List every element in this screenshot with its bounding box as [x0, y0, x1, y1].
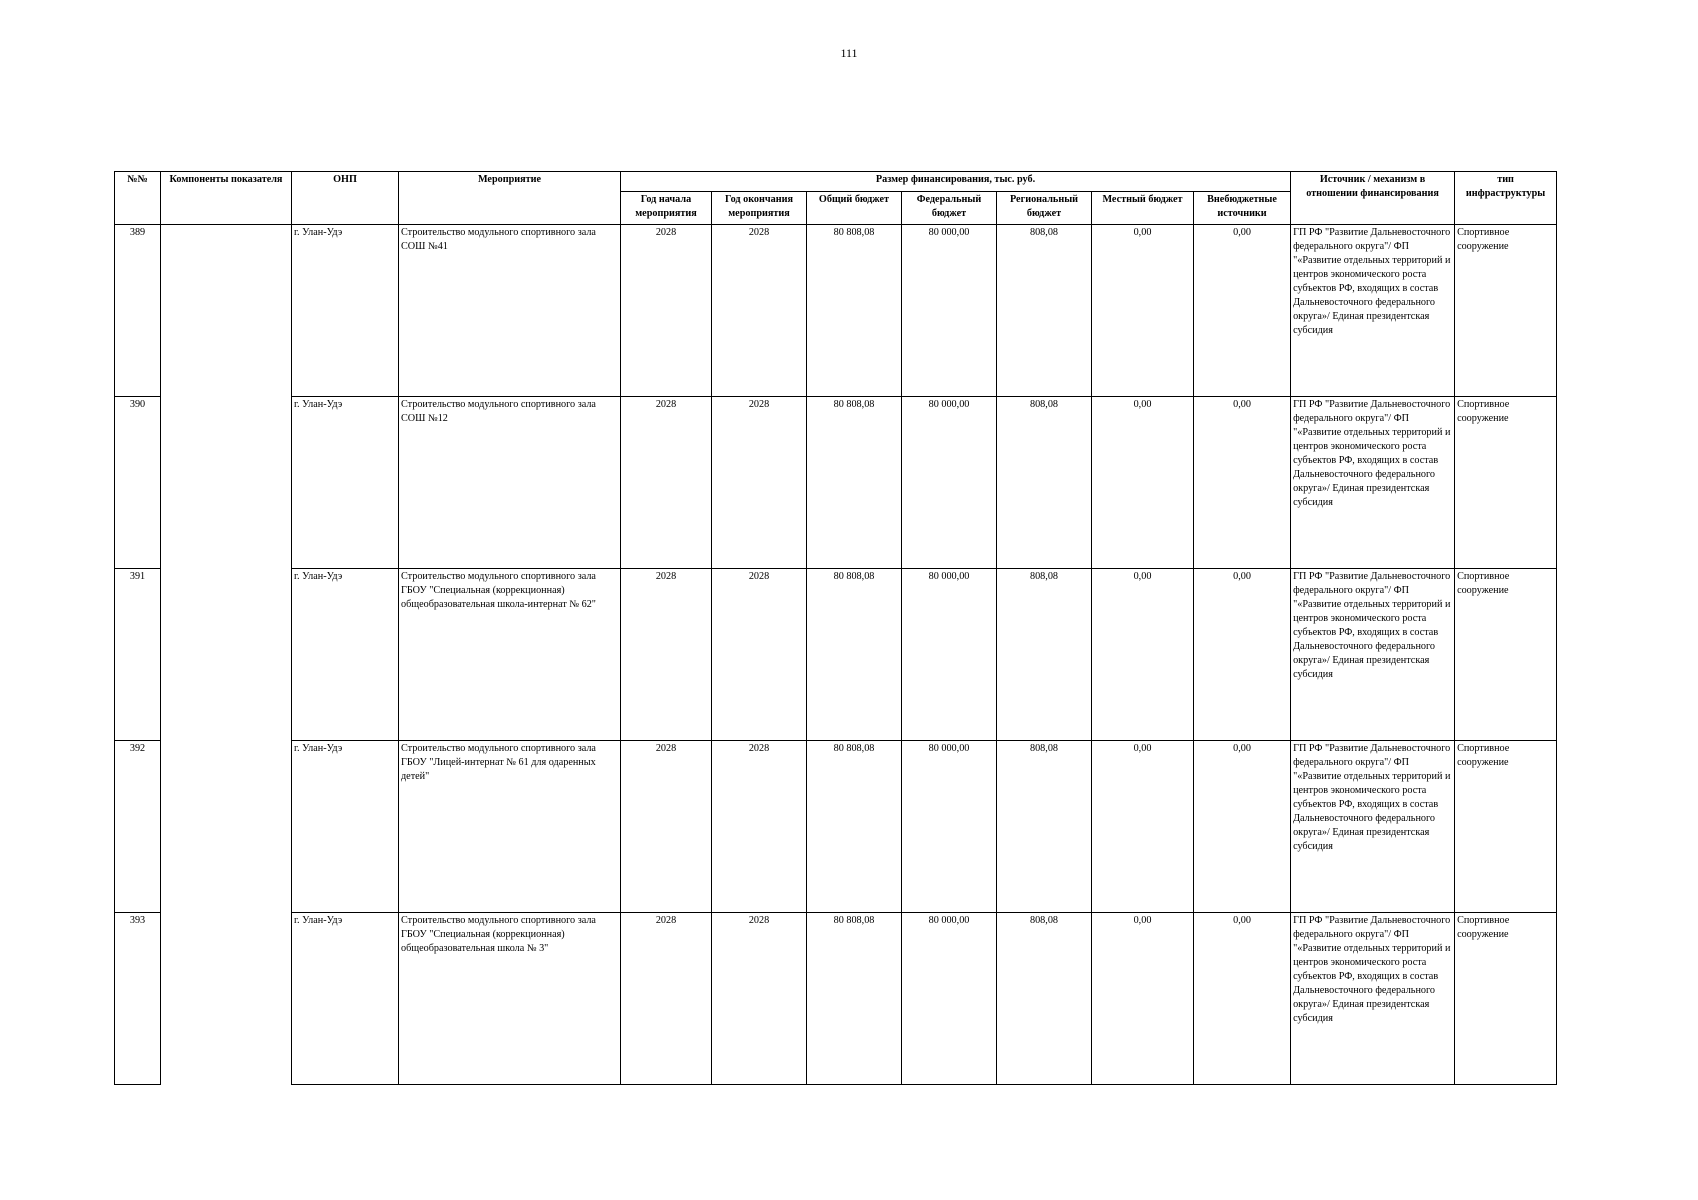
cell-num: 391 — [115, 569, 161, 741]
cell-component — [161, 225, 292, 1085]
cell-source: ГП РФ "Развитие Дальневосточного федерального округа"/ ФП "«Развитие отдельных территорий и центров экономического роста субъектов РФ, входящих в состав Дальневосточного федерального округа»/ Единая президентская субсидия — [1291, 569, 1455, 741]
cell-local: 0,00 — [1092, 569, 1194, 741]
table-row — [115, 569, 1557, 741]
header-row-top — [115, 172, 1557, 192]
cell-local: 0,00 — [1092, 913, 1194, 1085]
header-total: Общий бюджет — [807, 192, 902, 225]
cell-event: Строительство модульного спортивного зала ГБОУ "Специальная (коррекционная) общеобразовательная школа-интернат № 62" — [399, 569, 621, 741]
cell-infra-type: Спортивное сооружение — [1455, 569, 1557, 741]
cell-onp: г. Улан-Удэ — [292, 913, 399, 1085]
header-year-start: Год начала мероприятия — [621, 192, 712, 225]
cell-total: 80 808,08 — [807, 397, 902, 569]
cell-year-start: 2028 — [621, 397, 712, 569]
cell-extra: 0,00 — [1194, 741, 1291, 913]
cell-total: 80 808,08 — [807, 741, 902, 913]
cell-onp: г. Улан-Удэ — [292, 741, 399, 913]
cell-source: ГП РФ "Развитие Дальневосточного федерального округа"/ ФП "«Развитие отдельных территорий и центров экономического роста субъектов РФ, входящих в состав Дальневосточного федерального округа»/ Единая президентская субсидия — [1291, 397, 1455, 569]
cell-local: 0,00 — [1092, 225, 1194, 397]
header-num: №№ — [115, 172, 161, 225]
cell-total: 80 808,08 — [807, 225, 902, 397]
header-extra: Внебюджетные источники — [1194, 192, 1291, 225]
cell-year-end: 2028 — [712, 569, 807, 741]
cell-year-end: 2028 — [712, 741, 807, 913]
cell-federal: 80 000,00 — [902, 741, 997, 913]
header-event: Мероприятие — [399, 172, 621, 225]
cell-year-start: 2028 — [621, 569, 712, 741]
header-onp: ОНП — [292, 172, 399, 225]
cell-year-start: 2028 — [621, 225, 712, 397]
cell-regional: 808,08 — [997, 225, 1092, 397]
table-row — [115, 225, 1557, 397]
cell-onp: г. Улан-Удэ — [292, 569, 399, 741]
cell-federal: 80 000,00 — [902, 397, 997, 569]
table-row — [115, 741, 1557, 913]
cell-total: 80 808,08 — [807, 569, 902, 741]
cell-year-end: 2028 — [712, 913, 807, 1085]
header-local: Местный бюджет — [1092, 192, 1194, 225]
page-number: 111 — [840, 46, 858, 60]
header-component: Компоненты показателя — [161, 172, 292, 225]
cell-regional: 808,08 — [997, 569, 1092, 741]
cell-year-end: 2028 — [712, 397, 807, 569]
cell-year-start: 2028 — [621, 913, 712, 1085]
cell-local: 0,00 — [1092, 741, 1194, 913]
cell-source: ГП РФ "Развитие Дальневосточного федерального округа"/ ФП "«Развитие отдельных территорий и центров экономического роста субъектов РФ, входящих в состав Дальневосточного федерального округа»/ Единая президентская субсидия — [1291, 913, 1455, 1085]
cell-federal: 80 000,00 — [902, 913, 997, 1085]
cell-infra-type: Спортивное сооружение — [1455, 225, 1557, 397]
cell-year-start: 2028 — [621, 741, 712, 913]
cell-extra: 0,00 — [1194, 397, 1291, 569]
cell-num: 389 — [115, 225, 161, 397]
cell-num: 392 — [115, 741, 161, 913]
header-infra-type: тип инфраструктуры — [1455, 172, 1557, 225]
cell-num: 393 — [115, 913, 161, 1085]
table-row — [115, 913, 1557, 1085]
cell-extra: 0,00 — [1194, 913, 1291, 1085]
header-federal: Федеральный бюджет — [902, 192, 997, 225]
cell-event: Строительство модульного спортивного зала ГБОУ "Лицей-интернат № 61 для одаренных детей" — [399, 741, 621, 913]
cell-regional: 808,08 — [997, 397, 1092, 569]
cell-extra: 0,00 — [1194, 569, 1291, 741]
cell-num: 390 — [115, 397, 161, 569]
cell-total: 80 808,08 — [807, 913, 902, 1085]
cell-regional: 808,08 — [997, 913, 1092, 1085]
table-row — [115, 397, 1557, 569]
cell-event: Строительство модульного спортивного зала СОШ №12 — [399, 397, 621, 569]
header-year-end: Год окончания мероприятия — [712, 192, 807, 225]
cell-source: ГП РФ "Развитие Дальневосточного федерального округа"/ ФП "«Развитие отдельных территорий и центров экономического роста субъектов РФ, входящих в состав Дальневосточного федерального округа»/ Единая президентская субсидия — [1291, 741, 1455, 913]
cell-extra: 0,00 — [1194, 225, 1291, 397]
cell-infra-type: Спортивное сооружение — [1455, 913, 1557, 1085]
cell-year-end: 2028 — [712, 225, 807, 397]
cell-event: Строительство модульного спортивного зала ГБОУ "Специальная (коррекционная) общеобразовательная школа № 3" — [399, 913, 621, 1085]
cell-regional: 808,08 — [997, 741, 1092, 913]
header-financing-group: Размер финансирования, тыс. руб. — [621, 172, 1291, 192]
header-regional: Региональный бюджет — [997, 192, 1092, 225]
cell-federal: 80 000,00 — [902, 225, 997, 397]
cell-local: 0,00 — [1092, 397, 1194, 569]
financing-table — [114, 171, 1557, 1085]
cell-infra-type: Спортивное сооружение — [1455, 397, 1557, 569]
header-source: Источник / механизм в отношении финансирования — [1291, 172, 1455, 225]
cell-onp: г. Улан-Удэ — [292, 225, 399, 397]
cell-infra-type: Спортивное сооружение — [1455, 741, 1557, 913]
cell-source: ГП РФ "Развитие Дальневосточного федерального округа"/ ФП "«Развитие отдельных территорий и центров экономического роста субъектов РФ, входящих в состав Дальневосточного федерального округа»/ Единая президентская субсидия — [1291, 225, 1455, 397]
cell-event: Строительство модульного спортивного зала СОШ №41 — [399, 225, 621, 397]
cell-federal: 80 000,00 — [902, 569, 997, 741]
cell-onp: г. Улан-Удэ — [292, 397, 399, 569]
